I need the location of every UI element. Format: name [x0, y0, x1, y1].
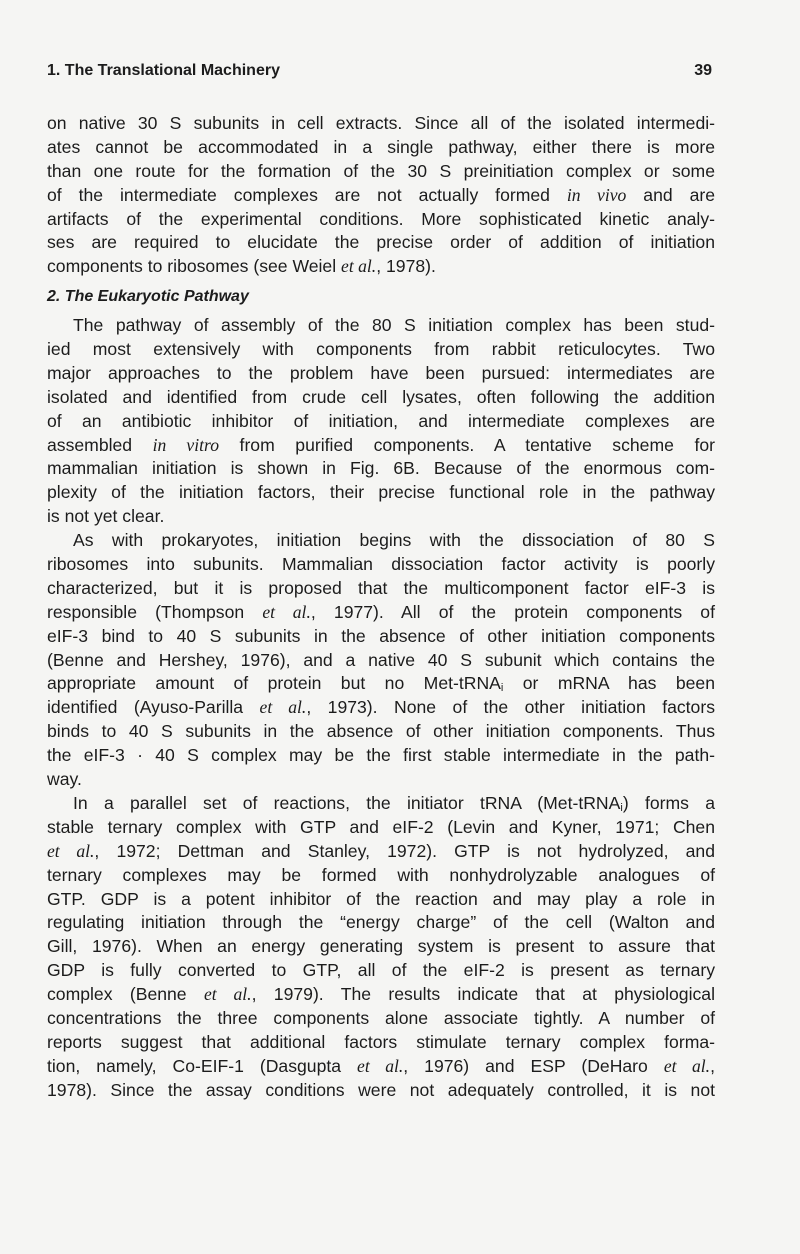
text-line: regulating initiation through the “energy charge” of the cell (Walton and — [47, 912, 715, 933]
italic-term: et al. — [357, 1055, 404, 1076]
italic-term: et al. — [663, 1055, 711, 1076]
text-line: concentrations the three components alone associate tightly. A number of — [47, 1007, 715, 1028]
text-line: is not yet clear. — [47, 506, 165, 527]
text-line: of an antibiotic inhibitor of initiation, and intermediate complexes are — [47, 410, 715, 431]
text-line: the eIF-3 · 40 S complex may be the first stable intermediate in the path- — [47, 745, 715, 766]
text-line: responsible (Thompson et al., 1977). All of the protein components of — [47, 601, 715, 622]
text-line: on native 30 S subunits in cell extracts. Since all of the isolated intermedi- — [47, 113, 715, 133]
text-line: characterized, but it is proposed that the multicomponent factor eIF-3 is — [47, 577, 715, 598]
italic-term: in vivo — [566, 184, 627, 205]
text-line: In a parallel set of reactions, the initiator tRNA (Met-tRNA$_i$) forms a — [73, 792, 715, 814]
text-line: identified (Ayuso-Parilla et al., 1973). None of the other initiation factors — [47, 697, 715, 718]
italic-term: et al. — [47, 840, 95, 861]
text-line: tion, namely, Co-EIF-1 (Dasgupta et al., 1976) and ESP (DeHaro et al., — [47, 1055, 715, 1076]
text-line: The pathway of assembly of the 80 S initiation complex has been stud- — [73, 315, 715, 336]
subscript: i — [500, 682, 504, 695]
text-line: plexity of the initiation factors, their precise functional role in the pathway — [47, 482, 715, 503]
text-line: way. — [47, 769, 82, 790]
running-title: 1. The Translational Machinery — [47, 62, 280, 79]
text-line: eIF-3 bind to 40 S subunits in the absence of other initiation components — [47, 625, 715, 646]
text-line: As with prokaryotes, initiation begins with the dissociation of 80 S — [73, 530, 715, 551]
text-line: artifacts of the experimental conditions. More sophisticated kinetic analy- — [47, 208, 715, 229]
italic-term: et al. — [259, 697, 307, 718]
text-line: ied most extensively with components from rabbit reticulocytes. Two — [47, 339, 715, 360]
italic-term: et al. — [262, 601, 311, 622]
text-line: 1978). Since the assay conditions were not adequately controlled, it is not — [47, 1079, 715, 1100]
section-heading: 2. The Eukaryotic Pathway — [47, 288, 249, 306]
text-line: than one route for the formation of the 30 S preinitiation complex or some — [47, 160, 715, 181]
subscript: i — [620, 801, 623, 814]
text-line: components to ribosomes (see Weiel et al., 1978). — [47, 256, 436, 277]
text-line: (Benne and Hershey, 1976), and a native 40 S subunit which contains the — [47, 649, 715, 670]
text-line: reports suggest that additional factors stimulate ternary complex forma- — [47, 1031, 715, 1052]
text-line: GTP. GDP is a potent inhibitor of the reaction and may play a role in — [47, 888, 715, 909]
text-line: assembled in vitro from purified components. A tentative scheme for — [47, 434, 715, 455]
text-line: GDP is fully converted to GTP, all of the eIF-2 is present as ternary — [47, 960, 715, 981]
page-number: 39 — [694, 62, 712, 79]
italic-term: et al. — [203, 984, 252, 1005]
italic-term: in vitro — [152, 434, 219, 455]
body-text — [47, 112, 715, 1103]
text-line: stable ternary complex with GTP and eIF-2 (Levin and Kyner, 1971; Chen — [47, 816, 715, 837]
text-line: major approaches to the problem have been pursued: intermediates are — [47, 362, 715, 383]
text-line: ternary complexes may be formed with nonhydrolyzable analogues of — [47, 864, 715, 885]
text-line: mammalian initiation is shown in Fig. 6B. Because of the enormous com- — [47, 458, 715, 479]
text-line: appropriate amount of protein but no Met-tRNA$_i$ or mRNA has been — [47, 673, 715, 695]
text-line: Gill, 1976). When an energy generating system is present to assure that — [47, 936, 715, 957]
text-line: isolated and identified from crude cell lysates, often following the addition — [47, 386, 715, 407]
page-header — [47, 62, 712, 88]
italic-term: et al. — [341, 256, 377, 277]
text-line: of the intermediate complexes are not actually formed in vivo and are — [47, 184, 716, 205]
text-line: ates cannot be accommodated in a single pathway, either there is more — [47, 136, 715, 157]
text-line: binds to 40 S subunits in the absence of other initiation components. Thus — [47, 721, 715, 742]
text-line: ribosomes into subunits. Mammalian dissociation factor activity is poorly — [47, 554, 715, 575]
text-line: ses are required to elucidate the precise order of addition of initiation — [47, 232, 715, 253]
text-line: complex (Benne et al., 1979). The results indicate that at physiological — [47, 984, 715, 1005]
text-line: et al., 1972; Dettman and Stanley, 1972). GTP is not hydrolyzed, and — [47, 840, 715, 861]
